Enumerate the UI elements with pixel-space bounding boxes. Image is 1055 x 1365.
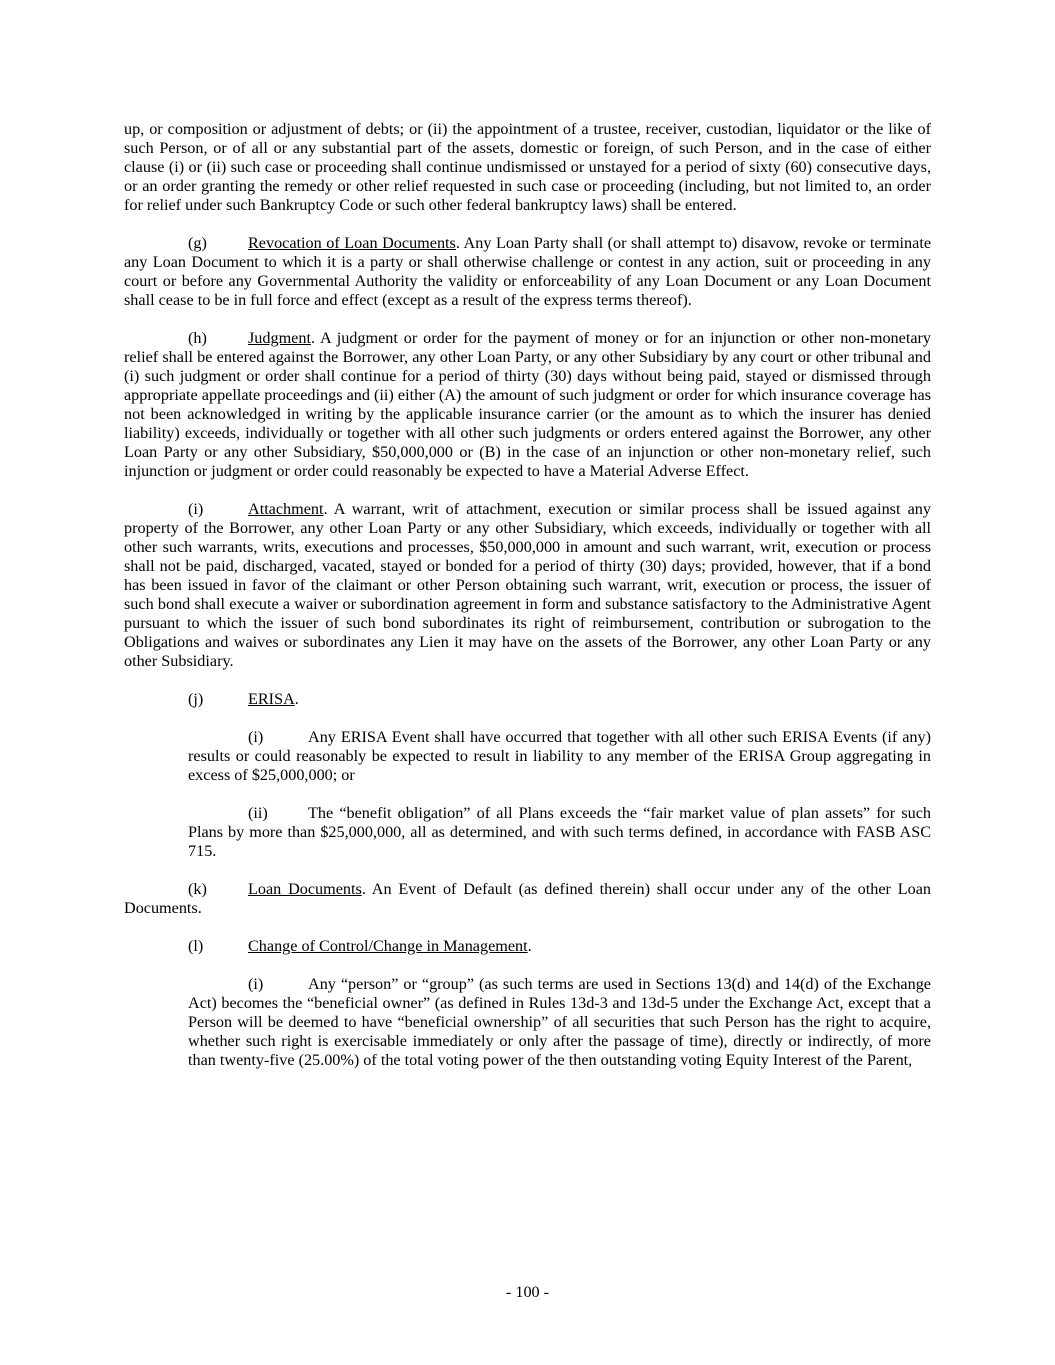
section-g-text: . Any Loan Party shall (or shall attempt to) disavow, revoke or terminate any Loan Document to which it is a party or shall otherwise challenge or contest in any action, suit or proceeding in any court or before any Governmental Authority the validity or enforceability of any Loan Document or any Loan Document shall cease to be in full force and effect (except as a result of the express terms thereof). (124, 234, 931, 309)
section-l-sub-i (188, 975, 931, 1070)
section-j-sub-ii (188, 804, 931, 861)
section-l (124, 937, 931, 956)
section-k (124, 880, 931, 918)
section-k-heading: Loan Documents (248, 880, 362, 898)
section-j-sub-ii-text: The “benefit obligation” of all Plans exceeds the “fair market value of plan assets” for such Plans by more than $25,000,000, all as determined, and with such terms defined, in accordance with FASB ASC 715. (188, 804, 931, 860)
section-k-text: . An Event of Default (as defined therein) shall occur under any of the other Loan Documents. (124, 880, 931, 917)
section-j-number: (j) (188, 690, 204, 708)
section-j-text: . (294, 690, 299, 708)
section-l-sub-i-text: Any “person” or “group” (as such terms are used in Sections 13(d) and 14(d) of the Exchange Act) becomes the “beneficial owner” (as defined in Rules 13d-3 and 13d-5 under the Exchange Act, except that a Person will be deemed to have “beneficial ownership” of all securities that such Person has the right to acquire, whether such right is exercisable immediately or only after the passage of time), directly or indirectly, of more than twenty-five (25.00%) of the total voting power of the then outstanding voting Equity Interest of the Parent, (188, 975, 931, 1069)
section-g-heading: Revocation of Loan Documents (248, 234, 456, 252)
page-number: - 100 - (505, 1283, 550, 1301)
section-g-number: (g) (188, 234, 207, 252)
section-i (124, 500, 931, 671)
section-h-text: . A judgment or order for the payment of money or for an injunction or other non-monetary relief shall be entered against the Borrower, any other Loan Party, or any other Subsidiary by any court or other tribunal and (i) such judgment or order shall continue for a period of thirty (30) days without being paid, stayed or dismissed through appropriate appellate proceedings and (ii) either (A) the amount of such judgment or order for which insurance coverage has not been acknowledged in writing by the applicable insurance carrier (or the amount as to which the insurer has denied liability) exceeds, individually or together with all other such judgments or orders entered against the Borrower, any other Loan Party or any other Subsidiary, $50,000,000 or (B) in the case of an injunction or other non-monetary relief, such injunction or judgment or order could reasonably be expected to have a Material Adverse Effect. (124, 329, 931, 480)
continuation-paragraph: up, or composition or adjustment of debts; or (ii) the appointment of a trustee, receiver, custodian, liquidator or the like of such Person, or of all or any substantial part of the assets, domestic or foreign, of such Person, and in the case of either clause (i) or (ii) such case or proceeding shall continue undismissed or unstayed for a period of sixty (60) consecutive days, or an order granting the remedy or other relief requested in such case or proceeding (including, but not limited to, an order for relief under such Bankruptcy Code or such other federal bankruptcy laws) shall be entered. (124, 120, 931, 214)
section-h-heading: Judgment (248, 329, 311, 347)
section-l-number: (l) (188, 937, 204, 955)
section-j-sub-i-text: Any ERISA Event shall have occurred that together with all other such ERISA Events (if any) results or could reasonably be expected to result in liability to any member of the ERISA Group aggregating in excess of $25,000,000; or (188, 728, 931, 784)
section-j-heading: ERISA (248, 690, 295, 708)
section-k-number: (k) (188, 880, 207, 898)
section-j-sub-ii-number: (ii) (248, 804, 268, 822)
section-h (124, 329, 931, 481)
document-page (124, 120, 931, 1070)
section-i-text: . A warrant, writ of attachment, execution or similar process shall be issued against any property of the Borrower, any other Loan Party or any other Subsidiary, which exceeds, individually or together with all other such warrants, writs, executions and processes, $50,000,000 in amount and such warrant, writ, execution or process shall not be paid, discharged, vacated, stayed or bonded for a period of thirty (30) days; provided, however, that if a bond has been issued in favor of the claimant or other Person obtaining such warrant, writ, execution or process, the issuer of such bond shall execute a waiver or subordination agreement in form and substance satisfactory to the Administrative Agent pursuant to which the issuer of such bond subordinates its right of reimbursement, contribution or subrogation to the Obligations and waives or subordinates any Lien it may have on the assets of the Borrower, any other Loan Party or any other Subsidiary. (124, 500, 931, 670)
section-l-heading: Change of Control/Change in Management (248, 937, 528, 955)
section-h-number: (h) (188, 329, 207, 347)
section-j-sub-i-number: (i) (248, 728, 264, 746)
section-g (124, 234, 931, 310)
section-l-text: . (527, 937, 532, 955)
section-i-heading: Attachment (248, 500, 324, 518)
section-j-sub-i (188, 728, 931, 785)
section-i-number: (i) (188, 500, 204, 518)
section-j (124, 690, 931, 709)
section-l-sub-i-number: (i) (248, 975, 264, 993)
